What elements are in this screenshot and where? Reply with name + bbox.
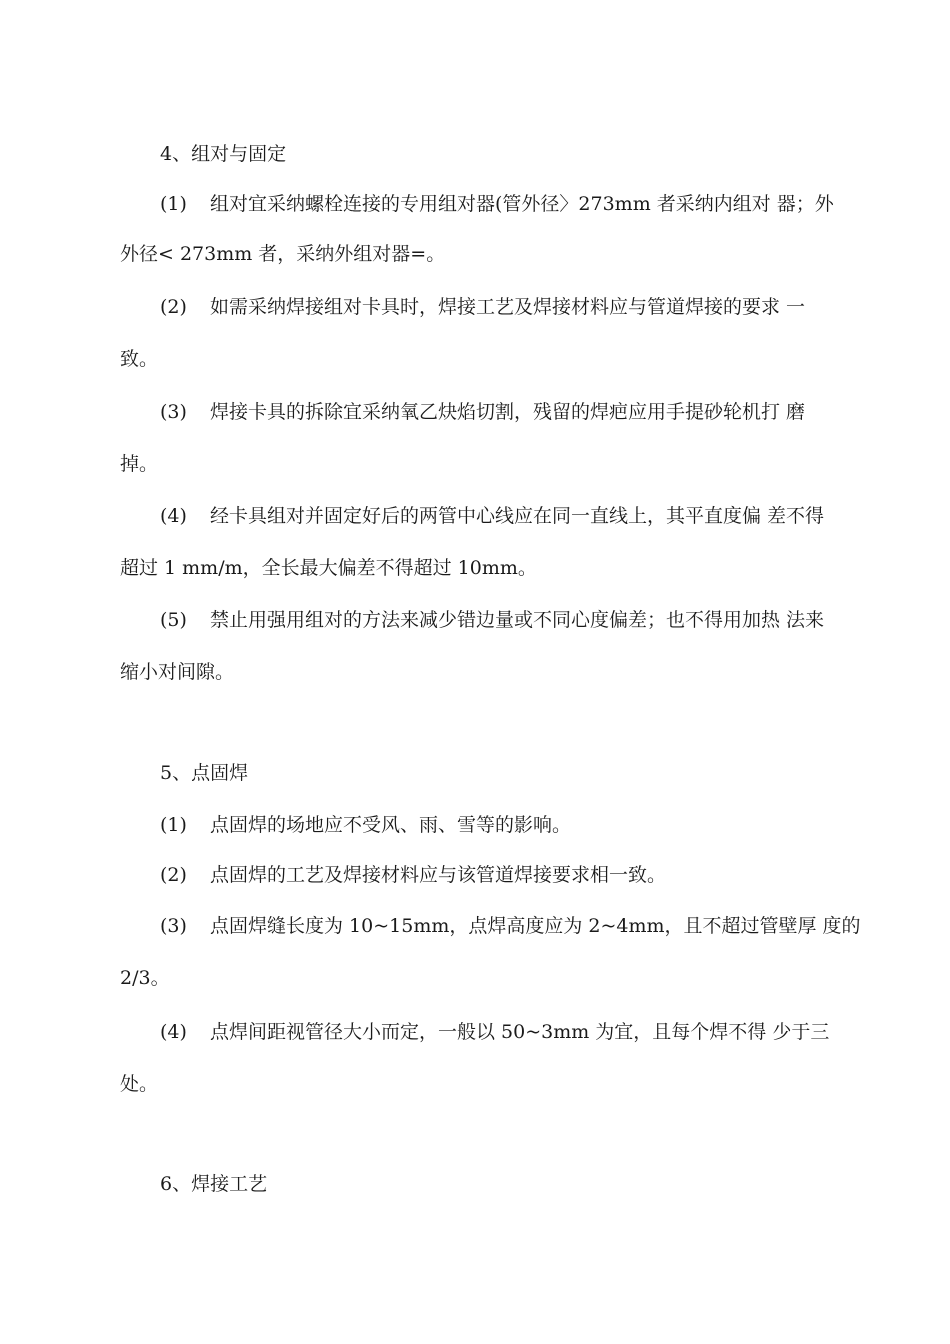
item-number: (2) — [160, 864, 187, 886]
list-item — [160, 295, 805, 319]
section-heading: 6、焊接工艺 — [160, 1173, 268, 1195]
item-text-continued: 2/3。 — [120, 967, 170, 989]
list-item — [160, 504, 824, 528]
item-number: (3) — [160, 401, 187, 423]
list-item — [160, 813, 571, 837]
item-text: 组对宜采纳螺栓连接的专用组对器(管外径〉273mm 者采纳内组对 器；外 — [210, 193, 834, 215]
item-text: 焊接卡具的拆除宜采纳氧乙炔焰切割，残留的焊疤应用手提砂轮机打 磨 — [210, 401, 806, 423]
list-item — [160, 192, 832, 216]
item-text: 点固焊的工艺及焊接材料应与该管道焊接要求相一致。 — [210, 864, 667, 886]
item-number: (4) — [160, 1021, 187, 1043]
item-text-continued: 超过 1 mm/m，全长最大偏差不得超过 10mm。 — [120, 557, 537, 579]
item-number: (1) — [160, 814, 187, 836]
list-item — [160, 1020, 829, 1044]
list-item — [160, 914, 861, 938]
item-text: 点固焊缝长度为 10~15mm，点焊高度应为 2~4mm，且不超过管壁厚 度的 — [210, 915, 861, 937]
item-number: (3) — [160, 915, 187, 937]
item-text-continued: 缩小对间隙。 — [120, 661, 235, 683]
item-number: (4) — [160, 505, 187, 527]
item-text-continued: 外径< 273mm 者，采纳外组对器=。 — [120, 243, 446, 265]
item-text: 点固焊的场地应不受风、雨、雪等的影响。 — [210, 814, 572, 836]
item-text-continued: 处。 — [120, 1073, 159, 1095]
item-text: 经卡具组对并固定好后的两管中心线应在同一直线上，其平直度偏 差不得 — [210, 505, 825, 527]
item-number: (5) — [160, 609, 187, 631]
section-heading: 4、组对与固定 — [160, 143, 287, 165]
list-item — [160, 400, 805, 424]
item-text-continued: 致。 — [120, 348, 159, 370]
section-heading: 5、点固焊 — [160, 762, 249, 784]
item-text: 禁止用强用组对的方法来减少错边量或不同心度偏差；也不得用加热 法来 — [210, 609, 825, 631]
list-item — [160, 608, 824, 632]
item-text: 如需采纳焊接组对卡具时，焊接工艺及焊接材料应与管道焊接的要求 一 — [210, 296, 806, 318]
list-item — [160, 863, 666, 887]
item-number: (1) — [160, 193, 187, 215]
item-text-continued: 掉。 — [120, 453, 159, 475]
item-number: (2) — [160, 296, 187, 318]
item-text: 点焊间距视管径大小而定，一般以 50~3mm 为宜，且每个焊不得 少于三 — [210, 1021, 830, 1043]
